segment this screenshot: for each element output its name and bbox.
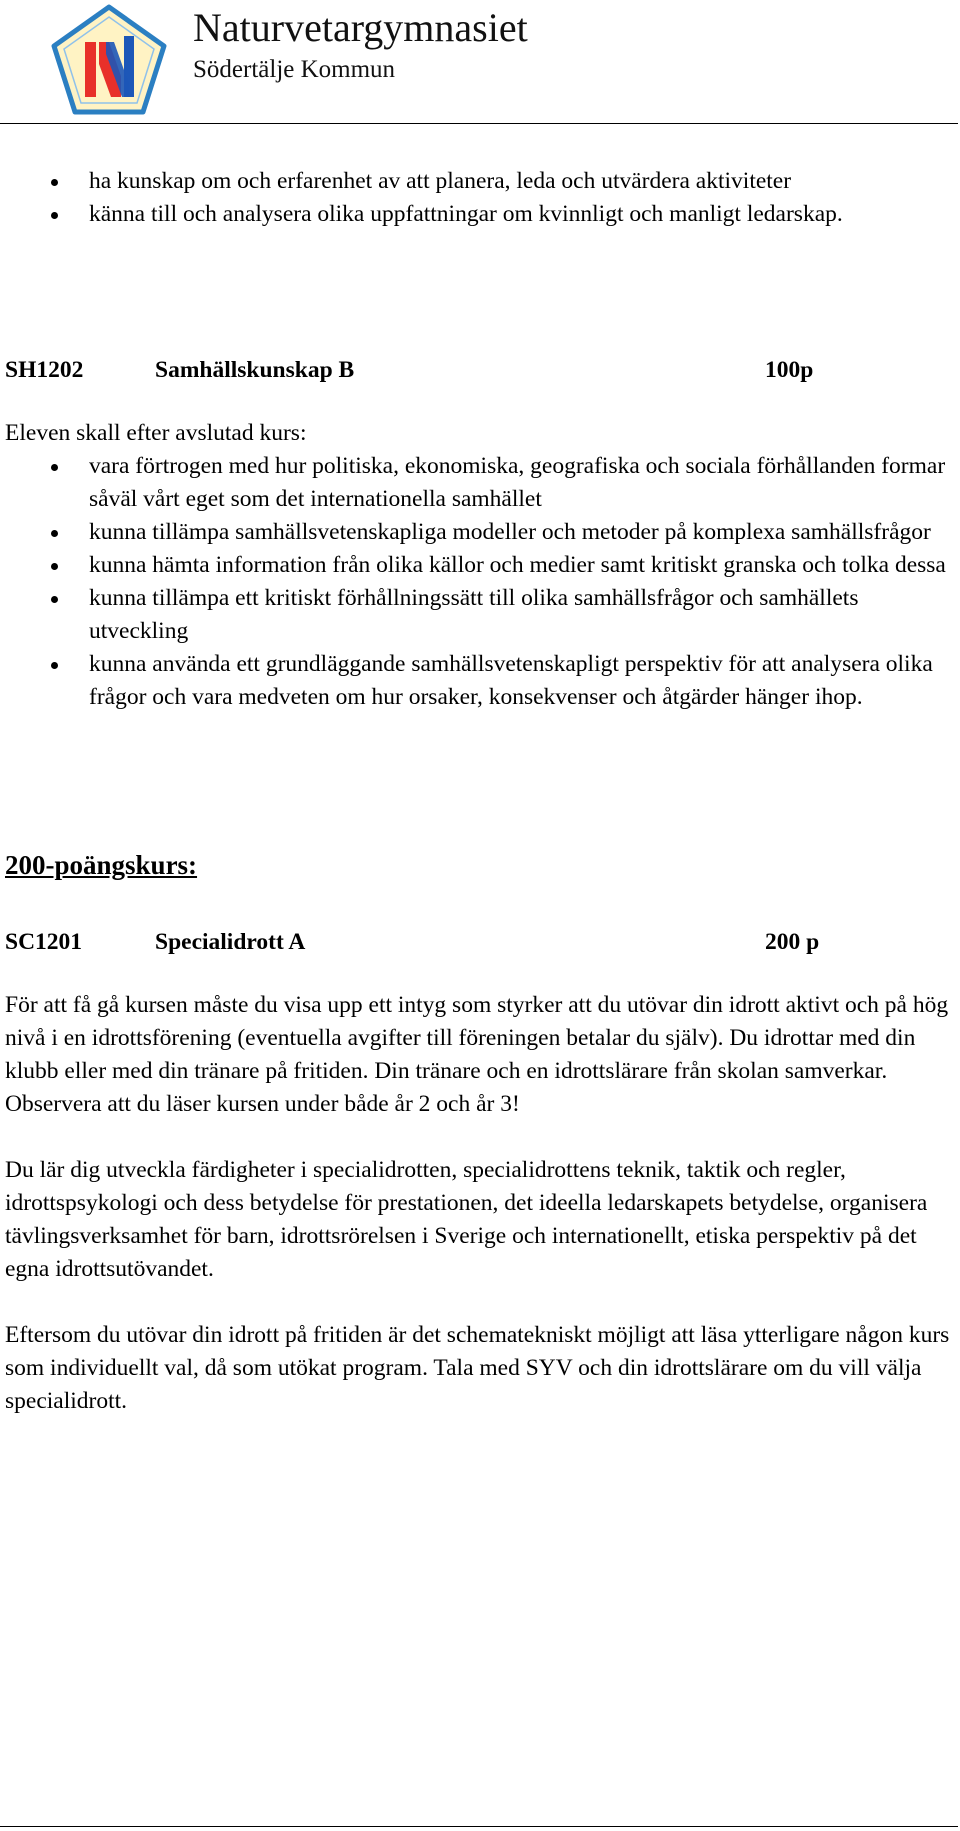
- course-code: SC1201: [5, 929, 83, 955]
- list-item: vara förtrogen med hur politiska, ekonomiska, geografiska och sociala förhållanden formar såväl vårt eget som det internationella samhället: [5, 450, 955, 516]
- course-heading-sc1201: [5, 926, 955, 959]
- list-item: kunna tillämpa samhällsvetenskapliga modeller och metoder på komplexa samhällsfrågor: [5, 516, 955, 549]
- course-heading-sh1202: [5, 354, 955, 387]
- course-name: Specialidrott A: [155, 929, 306, 955]
- list-item: kunna hämta information från olika källor och medier samt kritiskt granska och tolka dessa: [5, 549, 955, 582]
- intro-bullet-list: [5, 165, 955, 231]
- header-divider: [0, 123, 958, 124]
- bullet-icon: [51, 464, 58, 471]
- course-paragraph: Du lär dig utveckla färdigheter i specialidrotten, specialidrottens teknik, taktik och regler, idrottspsykologi och dess betydelse för prestationen, det ideella ledarskapets betydelse, organisera tävlingsverksamhet för barn, idrottsrörelsen i Sverige och internationellt, etiska perspektiv på det egna idrottsutövandet.: [5, 1157, 928, 1282]
- section-title: 200-poängskurs:: [5, 850, 198, 880]
- list-item: ha kunskap om och erfarenhet av att planera, leda och utvärdera aktiviteter: [5, 165, 955, 198]
- school-name: Naturvetargymnasiet: [193, 5, 528, 50]
- school-subtitle: Södertälje Kommun: [193, 56, 396, 83]
- bullet-icon: [51, 212, 58, 219]
- list-item: känna till och analysera olika uppfattningar om kvinnligt och manligt ledarskap.: [5, 198, 955, 231]
- bullet-icon: [51, 662, 58, 669]
- course-points: 200 p: [765, 929, 820, 955]
- course-paragraph: För att få gå kursen måste du visa upp ett intyg som styrker att du utövar din idrott aktivt och på hög nivå i en idrottsförening (eventuella avgifter till föreningen betalar du själv). Du idrottar med din klubb eller med din tränare på fritiden. Din tränare och en idrottslärare från skolan samverkar. Observera att du läser kursen under både år 2 och år 3!: [5, 992, 949, 1117]
- course-goals-list: [5, 450, 955, 714]
- school-logo-icon: [48, 2, 170, 118]
- page-header: [0, 0, 960, 124]
- list-item: kunna använda ett grundläggande samhällsvetenskapligt perspektiv för att analysera olika frågor och vara medveten om hur orsaker, konsekvenser och åtgärder hänger ihop.: [5, 648, 955, 714]
- document-body: [5, 165, 955, 1418]
- course-points: 100p: [765, 357, 814, 383]
- bullet-icon: [51, 563, 58, 570]
- course-goals-intro: Eleven skall efter avslutad kurs:: [5, 420, 307, 446]
- list-item: kunna tillämpa ett kritiskt förhållningssätt till olika samhällsfrågor och samhällets utveckling: [5, 582, 955, 648]
- bullet-icon: [51, 179, 58, 186]
- course-name: Samhällskunskap B: [155, 357, 355, 383]
- course-code: SH1202: [5, 357, 84, 383]
- bullet-icon: [51, 596, 58, 603]
- bullet-icon: [51, 530, 58, 537]
- course-paragraph: Eftersom du utövar din idrott på fritiden är det schematekniskt möjligt att läsa ytterligare någon kurs som individuellt val, då som utökat program. Tala med SYV och din idrottslärare om du vill välja specialidrott.: [5, 1322, 950, 1414]
- footer-divider: [0, 1826, 958, 1827]
